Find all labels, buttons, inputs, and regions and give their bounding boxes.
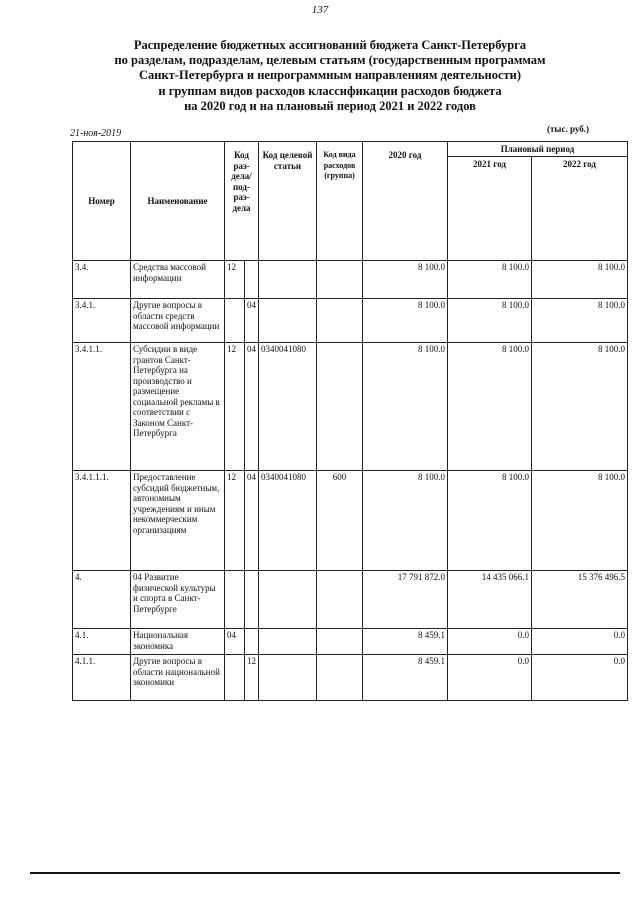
row-subsection-code: 04 [245, 471, 259, 571]
row-number: 3.4.1.1.1. [73, 471, 131, 571]
row-type-code: 600 [317, 471, 363, 571]
table-row [73, 299, 628, 343]
row-target-code: 0340041080 [259, 471, 317, 571]
row-value-2020: 8 459.1 [363, 655, 448, 701]
row-type-code [317, 571, 363, 629]
row-type-code [317, 629, 363, 655]
row-section-code: 12 [225, 343, 245, 471]
row-number: 4.1.1. [73, 655, 131, 701]
row-section-code [225, 655, 245, 701]
row-value-2021: 14 435 066.1 [448, 571, 532, 629]
row-target-code [259, 571, 317, 629]
document-title [70, 38, 590, 114]
row-name: 04 Развитие физической культуры и спорта в Санкт-Петербурге [131, 571, 225, 629]
title-line: на 2020 год и на плановый период 2021 и 2022 годов [184, 98, 476, 113]
title-line: Санкт-Петербурга и непрограммным направлениям деятельности) [138, 68, 521, 83]
row-section-code: 04 [225, 629, 245, 655]
table-row [73, 571, 628, 629]
page-number: 137 [311, 4, 329, 16]
table-row [73, 629, 628, 655]
row-value-2020: 8 100.0 [363, 343, 448, 471]
row-name: Национальная экономика [131, 629, 225, 655]
row-value-2021: 8 100.0 [448, 343, 532, 471]
document-date: 21-ноя-2019 [70, 128, 122, 139]
row-value-2022: 8 100.0 [532, 299, 628, 343]
row-name: Другие вопросы в области средств массовой информации [131, 299, 225, 343]
row-value-2021: 8 100.0 [448, 471, 532, 571]
row-value-2020: 8 100.0 [363, 299, 448, 343]
row-target-code [259, 261, 317, 299]
row-value-2022: 0.0 [532, 629, 628, 655]
row-name: Средства массовой информации [131, 261, 225, 299]
row-type-code [317, 261, 363, 299]
row-value-2022: 8 100.0 [532, 343, 628, 471]
row-target-code [259, 629, 317, 655]
row-subsection-code [245, 261, 259, 299]
row-target-code [259, 655, 317, 701]
row-value-2022: 8 100.0 [532, 471, 628, 571]
row-type-code [317, 299, 363, 343]
title-line: по разделам, подразделам, целевым статьям (государственным программам [114, 53, 546, 68]
row-value-2020: 8 100.0 [363, 471, 448, 571]
row-section-code [225, 571, 245, 629]
row-subsection-code: 04 [245, 343, 259, 471]
row-number: 3.4.1.1. [73, 343, 131, 471]
row-value-2020: 8 100.0 [363, 261, 448, 299]
title-line: Распределение бюджетных ассигнований бюджета Санкт-Петербурга [133, 38, 527, 52]
row-subsection-code: 04 [245, 299, 259, 343]
row-target-code: 0340041080 [259, 343, 317, 471]
table-row [73, 471, 628, 571]
row-name: Другие вопросы в области национальной экономики [131, 655, 225, 701]
row-value-2021: 8 100.0 [448, 261, 532, 299]
row-type-code [317, 343, 363, 471]
row-number: 3.4.1. [73, 299, 131, 343]
header-2020: 2020 год [363, 142, 448, 261]
row-value-2022: 0.0 [532, 655, 628, 701]
row-section-code: 12 [225, 261, 245, 299]
header-number: Номер [73, 142, 131, 261]
row-subsection-code [245, 571, 259, 629]
row-value-2022: 15 376 496.5 [532, 571, 628, 629]
row-subsection-code [245, 629, 259, 655]
row-section-code [225, 299, 245, 343]
row-value-2021: 0.0 [448, 655, 532, 701]
header-section-code: Код раз-дела/ под-раз-дела [225, 142, 259, 261]
row-number: 4.1. [73, 629, 131, 655]
row-value-2021: 8 100.0 [448, 299, 532, 343]
row-value-2020: 8 459.1 [363, 629, 448, 655]
budget-table [72, 141, 628, 701]
footer-rule [30, 872, 620, 874]
header-2021: 2021 год [448, 157, 532, 261]
header-type-code: Код вида расходов (группа) [317, 142, 363, 261]
title-line: и группам видов расходов классификации расходов бюджета [158, 83, 502, 98]
row-name: Предоставление субсидий бюджетным, автономным учреждениям и иным некоммерческим организациям [131, 471, 225, 571]
table-row [73, 655, 628, 701]
table-row [73, 343, 628, 471]
row-number: 3.4. [73, 261, 131, 299]
table-row [73, 261, 628, 299]
header-2022: 2022 год [532, 157, 628, 261]
row-type-code [317, 655, 363, 701]
header-planned-period: Плановый период [448, 142, 628, 157]
row-name: Субсидии в виде грантов Санкт-Петербурга на производство и размещение социальной рекламы в соответствии с Законом Санкт-Петербурга [131, 343, 225, 471]
row-value-2022: 8 100.0 [532, 261, 628, 299]
row-number: 4. [73, 571, 131, 629]
row-value-2021: 0.0 [448, 629, 532, 655]
unit-label: (тыс. руб.) [547, 124, 589, 134]
row-value-2020: 17 791 872.0 [363, 571, 448, 629]
row-subsection-code: 12 [245, 655, 259, 701]
header-name: Наименование [131, 142, 225, 261]
row-target-code [259, 299, 317, 343]
header-target-code: Код целевой статьи [259, 142, 317, 261]
row-section-code: 12 [225, 471, 245, 571]
